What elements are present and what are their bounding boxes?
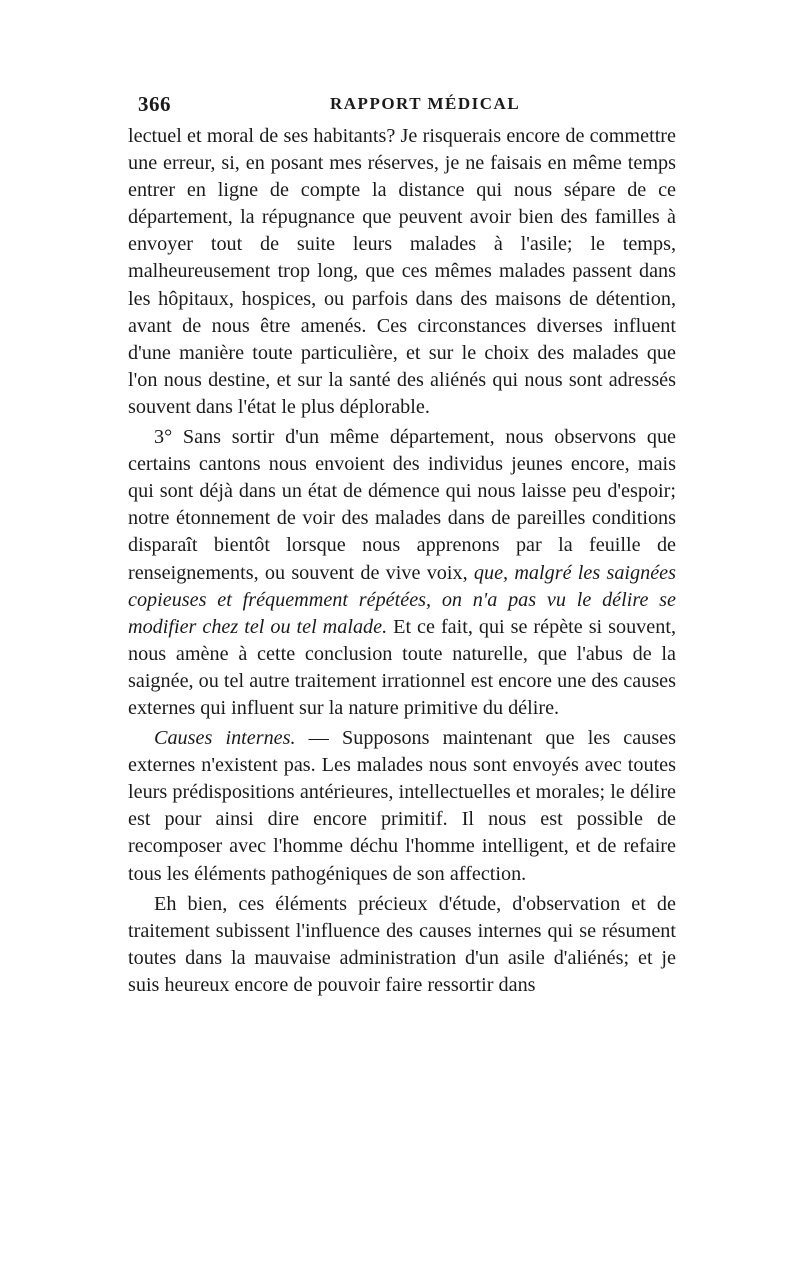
paragraph-text: Et ce fait, qui se répète si souvent, nous amène à cette conclusion toute naturelle, que l'abus de la saignée, ou tel autre traitement irrationnel est encore une des causes externes qui influent sur la nature primitive du délire. <box>128 615 676 719</box>
paragraph-conclusion: Eh bien, ces éléments précieux d'étude, d'observation et de traitement subissent l'influence des causes internes qui se résument toutes dans la mauvaise administration d'un asile d'aliénés; et je suis heureux encore de pouvoir faire ressortir dans <box>128 892 676 996</box>
book-page <box>128 92 676 999</box>
paragraph-text: 3° Sans sortir d'un même département, nous observons que certains cantons nous envoient des individus jeunes encore, mais qui sont déjà dans un état de démence qui nous laisse peu d'espoir; notre étonnement de voir des malades dans de pareilles conditions disparaît bientôt lorsque nous apprenons par la feuille de renseignements, ou souvent de vive voix, <box>128 426 676 584</box>
page-number: 366 <box>138 92 171 116</box>
section-heading-internal-causes: Causes internes. <box>154 727 296 750</box>
italic-quotation: que, malgré les saignées copieuses et fréquemment répétées, on n'a pas vu le délire se modifier chez tel ou tel malade. <box>128 561 676 638</box>
paragraph-internal-causes <box>128 725 676 888</box>
running-title: RAPPORT MÉDICAL <box>330 94 521 113</box>
paragraph-continuation: lectuel et moral de ses habitants? Je risquerais encore de commettre une erreur, si, en posant mes réserves, je ne faisais en même temps entrer en ligne de compte la distance qui nous sépare de ce département, la répugnance que peuvent avoir bien des familles à envoyer tout de suite leurs malades à l'asile; le temps, malheureusement trop long, que ces mêmes malades passent dans les hôpitaux, hospices, ou parfois dans des maisons de détention, avant de nous être amenés. Ces circonstances diverses influent d'une manière toute particulière, et sur le choix des malades que l'on nous destine, et sur la santé des aliénés qui nous sont adressés souvent dans l'état le plus déplorable. <box>128 125 676 418</box>
paragraph-text: — Supposons maintenant que les causes externes n'existent pas. Les malades nous sont envoyés avec toutes leurs prédispositions antérieures, intellectuelles et morales; le délire est pour ainsi dire encore primitif. Il nous est possible de recomposer avec l'homme déchu l'homme intelligent, et de refaire tous les éléments pathogéniques de son affection. <box>128 727 676 885</box>
running-header <box>128 92 676 120</box>
paragraph-third-point <box>128 424 676 722</box>
